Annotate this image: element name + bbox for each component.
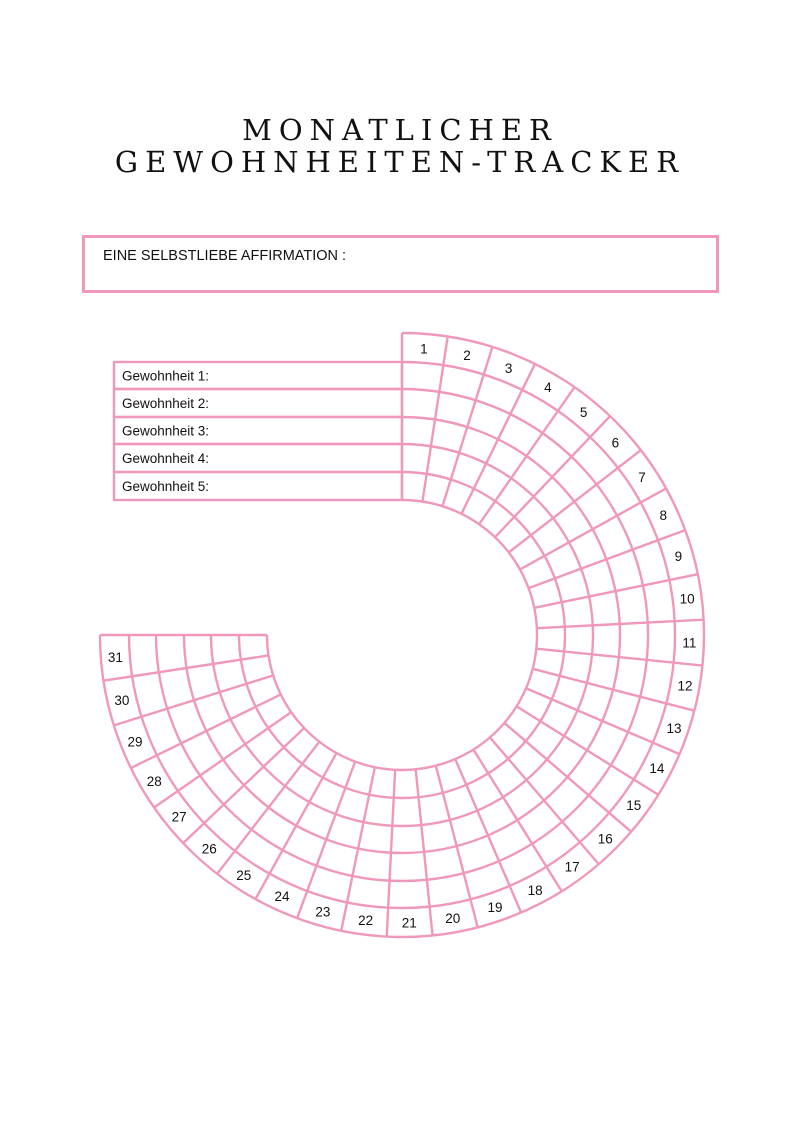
day-label-21: 21: [401, 915, 417, 931]
day-label-31: 31: [107, 649, 123, 665]
day-label-25: 25: [236, 868, 252, 884]
day-31-habit-2-cell[interactable]: [156, 635, 187, 672]
day-label-30: 30: [114, 692, 130, 708]
day-label-20: 20: [445, 910, 461, 926]
day-21-habit-4-cell[interactable]: [392, 797, 421, 826]
day-1-habit-2-cell[interactable]: [402, 389, 439, 420]
day-11-habit-4-cell[interactable]: [564, 625, 593, 654]
day-1-habit-3-cell[interactable]: [402, 417, 435, 446]
day-21-habit-5-cell[interactable]: [394, 769, 419, 798]
ring-arc-1: [267, 500, 537, 770]
habit-label-3: Gewohnheit 3:: [122, 423, 210, 439]
day-11-habit-1-cell[interactable]: [647, 621, 675, 662]
day-label-29: 29: [127, 734, 143, 750]
affirmation-label: EINE SELBSTLIEBE AFFIRMATION :: [103, 248, 347, 264]
day-31-habit-3-cell[interactable]: [184, 635, 213, 668]
habit-label-5: Gewohnheit 5:: [122, 479, 210, 494]
day-label-1: 1: [420, 341, 428, 357]
day-label-12: 12: [677, 678, 693, 694]
day-label-11: 11: [682, 635, 697, 651]
habit-label-4: Gewohnheit 4:: [122, 451, 210, 466]
day-label-5: 5: [579, 405, 588, 421]
day-21-habit-1-cell[interactable]: [388, 880, 429, 908]
day-label-27: 27: [171, 809, 187, 825]
habit-label-1: Gewohnheit 1:: [122, 368, 210, 384]
day-label-18: 18: [527, 882, 543, 898]
habit-label-2: Gewohnheit 2:: [122, 396, 210, 411]
day-label-7: 7: [638, 469, 646, 485]
day-label-3: 3: [504, 361, 513, 377]
day-21-habit-2-cell[interactable]: [390, 852, 427, 881]
day-label-13: 13: [666, 720, 682, 736]
day-label-17: 17: [564, 859, 580, 875]
day-label-23: 23: [315, 904, 331, 920]
day-label-24: 24: [274, 889, 290, 905]
title-line-1: MONATLICHER: [242, 113, 558, 147]
day-11-habit-5-cell[interactable]: [536, 627, 565, 652]
day-label-16: 16: [597, 831, 613, 847]
day-label-14: 14: [649, 761, 665, 777]
day-label-8: 8: [659, 507, 668, 523]
day-label-26: 26: [201, 841, 217, 857]
day-11-habit-2-cell[interactable]: [619, 623, 648, 660]
day-label-10: 10: [679, 591, 695, 607]
day-label-28: 28: [146, 773, 162, 789]
day-1-habit-1-cell[interactable]: [402, 362, 443, 392]
day-21-habit-3-cell[interactable]: [391, 825, 424, 853]
day-label-9: 9: [674, 548, 683, 564]
day-label-22: 22: [358, 913, 374, 929]
day-label-6: 6: [611, 435, 620, 451]
title-line-2: GEWOHNHEITEN-TRACKER: [114, 145, 686, 179]
day-label-19: 19: [487, 900, 503, 916]
day-31-habit-1-cell[interactable]: [129, 635, 159, 676]
day-11-habit-3-cell[interactable]: [592, 624, 620, 657]
day-label-2: 2: [463, 347, 471, 363]
habit-label-rows: [114, 362, 402, 500]
day-label-15: 15: [626, 798, 642, 814]
day-label-4: 4: [544, 380, 552, 396]
